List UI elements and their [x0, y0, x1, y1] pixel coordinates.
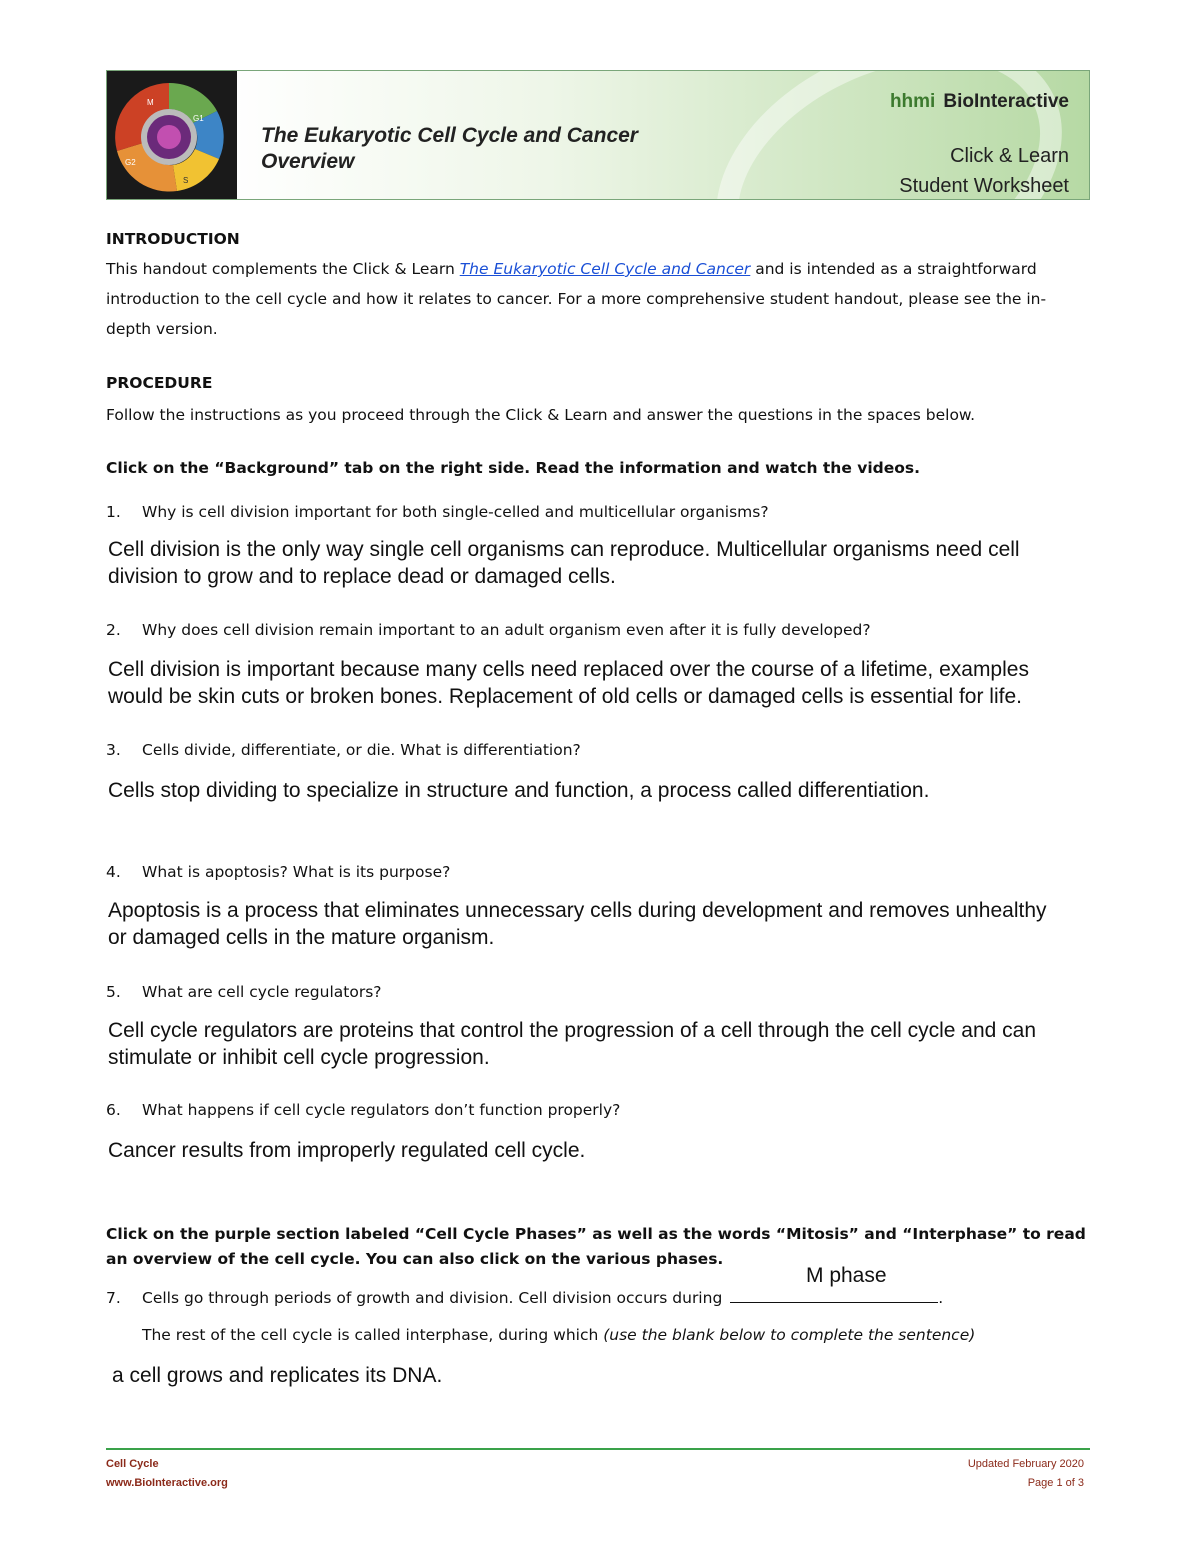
- procedure-text: Follow the instructions as you proceed through the Click & Learn and answer the questions in the spaces below.: [106, 406, 976, 424]
- brand-name: BioInteractive: [943, 91, 1069, 112]
- logo-label-g1: G1: [193, 114, 204, 123]
- answer-1[interactable]: Cell division is the only way single cell organisms can reproduce. Multicellular organisms need cell division to grow and to replace dead or damaged cells.: [108, 538, 1020, 588]
- subtitle-line-2: Student Worksheet: [899, 175, 1069, 197]
- answer-6[interactable]: Cancer results from improperly regulated cell cycle.: [108, 1139, 586, 1162]
- worksheet-title: [261, 123, 638, 175]
- footer-page-number: Page 1 of 3: [1027, 1477, 1084, 1489]
- logo-label-g2: G2: [125, 158, 136, 167]
- answer-3[interactable]: Cells stop dividing to specialize in structure and function, a process called differentiation.: [108, 779, 930, 802]
- title-line-2: Overview: [261, 150, 355, 173]
- procedure-heading: PROCEDURE: [106, 374, 213, 392]
- click-and-learn-link[interactable]: The Eukaryotic Cell Cycle and Cancer: [459, 260, 751, 278]
- question-2: 2. Why does cell division remain important to an adult organism even after it is fully developed?: [106, 621, 871, 639]
- worksheet-subtitle: [899, 141, 1069, 200]
- answer-2[interactable]: Cell division is important because many cells need replaced over the course of a lifetime, examples would be skin cuts or broken bones. Replacement of old cells or damaged cells is essential for life.: [108, 658, 1029, 708]
- footer-right: [968, 1455, 1084, 1493]
- question-7-continuation: The rest of the cell cycle is called interphase, during which (use the blank below to complete the sentence): [142, 1326, 976, 1344]
- section-1-instruction: Click on the “Background” tab on the right side. Read the information and watch the videos.: [106, 459, 921, 477]
- question-1: 1. Why is cell division important for both single-celled and multicellular organisms?: [106, 503, 769, 521]
- logo-label-s: S: [183, 176, 189, 185]
- introduction-heading: INTRODUCTION: [106, 230, 240, 248]
- footer-left: [106, 1455, 228, 1493]
- header-banner: [106, 70, 1090, 200]
- title-line-1: The Eukaryotic Cell Cycle and Cancer: [261, 124, 638, 147]
- introduction-text: [106, 254, 1086, 344]
- footer-rule: [106, 1448, 1090, 1450]
- section-2-instruction: Click on the purple section labeled “Cell Cycle Phases” as well as the words “Mitosis” and “Interphase” to read an overview of the cell cycle. You can also click on the various phases.: [106, 1225, 1086, 1268]
- footer-website-link[interactable]: www.BioInteractive.org: [106, 1477, 228, 1489]
- cell-cycle-logo: [107, 71, 237, 200]
- answer-7[interactable]: a cell grows and replicates its DNA.: [112, 1364, 443, 1387]
- question-5: 5. What are cell cycle regulators?: [106, 983, 382, 1001]
- footer-course: Cell Cycle: [106, 1458, 159, 1470]
- hhmi-text: hhmi: [889, 91, 936, 112]
- question-7-hint: (use the blank below to complete the sentence): [603, 1326, 976, 1344]
- subtitle-line-1: Click & Learn: [950, 145, 1069, 167]
- blank-answer-7[interactable]: M phase: [806, 1264, 887, 1287]
- footer-updated: Updated February 2020: [967, 1458, 1084, 1470]
- intro-text-after: and is intended as a straightforward introduction to the cell cycle and how it relates to cancer. For a more comprehensive student handout, please see the in-depth version.: [106, 260, 1047, 338]
- answer-blank-line: [730, 1288, 938, 1303]
- answer-4[interactable]: Apoptosis is a process that eliminates unnecessary cells during development and removes unhealthy or damaged cells in the mature organism.: [108, 899, 1047, 949]
- question-7: 7. Cells go through periods of growth and division. Cell division occurs during .: [106, 1289, 944, 1307]
- answer-5[interactable]: Cell cycle regulators are proteins that control the progression of a cell through the cell cycle and can stimulate or inhibit cell cycle progression.: [108, 1019, 1036, 1069]
- question-4: 4. What is apoptosis? What is its purpose?: [106, 863, 451, 881]
- question-6: 6. What happens if cell cycle regulators don’t function properly?: [106, 1101, 621, 1119]
- question-3: 3. Cells divide, differentiate, or die. What is differentiation?: [106, 741, 581, 759]
- logo-label-m: M: [147, 98, 154, 107]
- biointeractive-logo: [890, 91, 1069, 113]
- intro-text-before: This handout complements the Click & Learn: [106, 260, 460, 278]
